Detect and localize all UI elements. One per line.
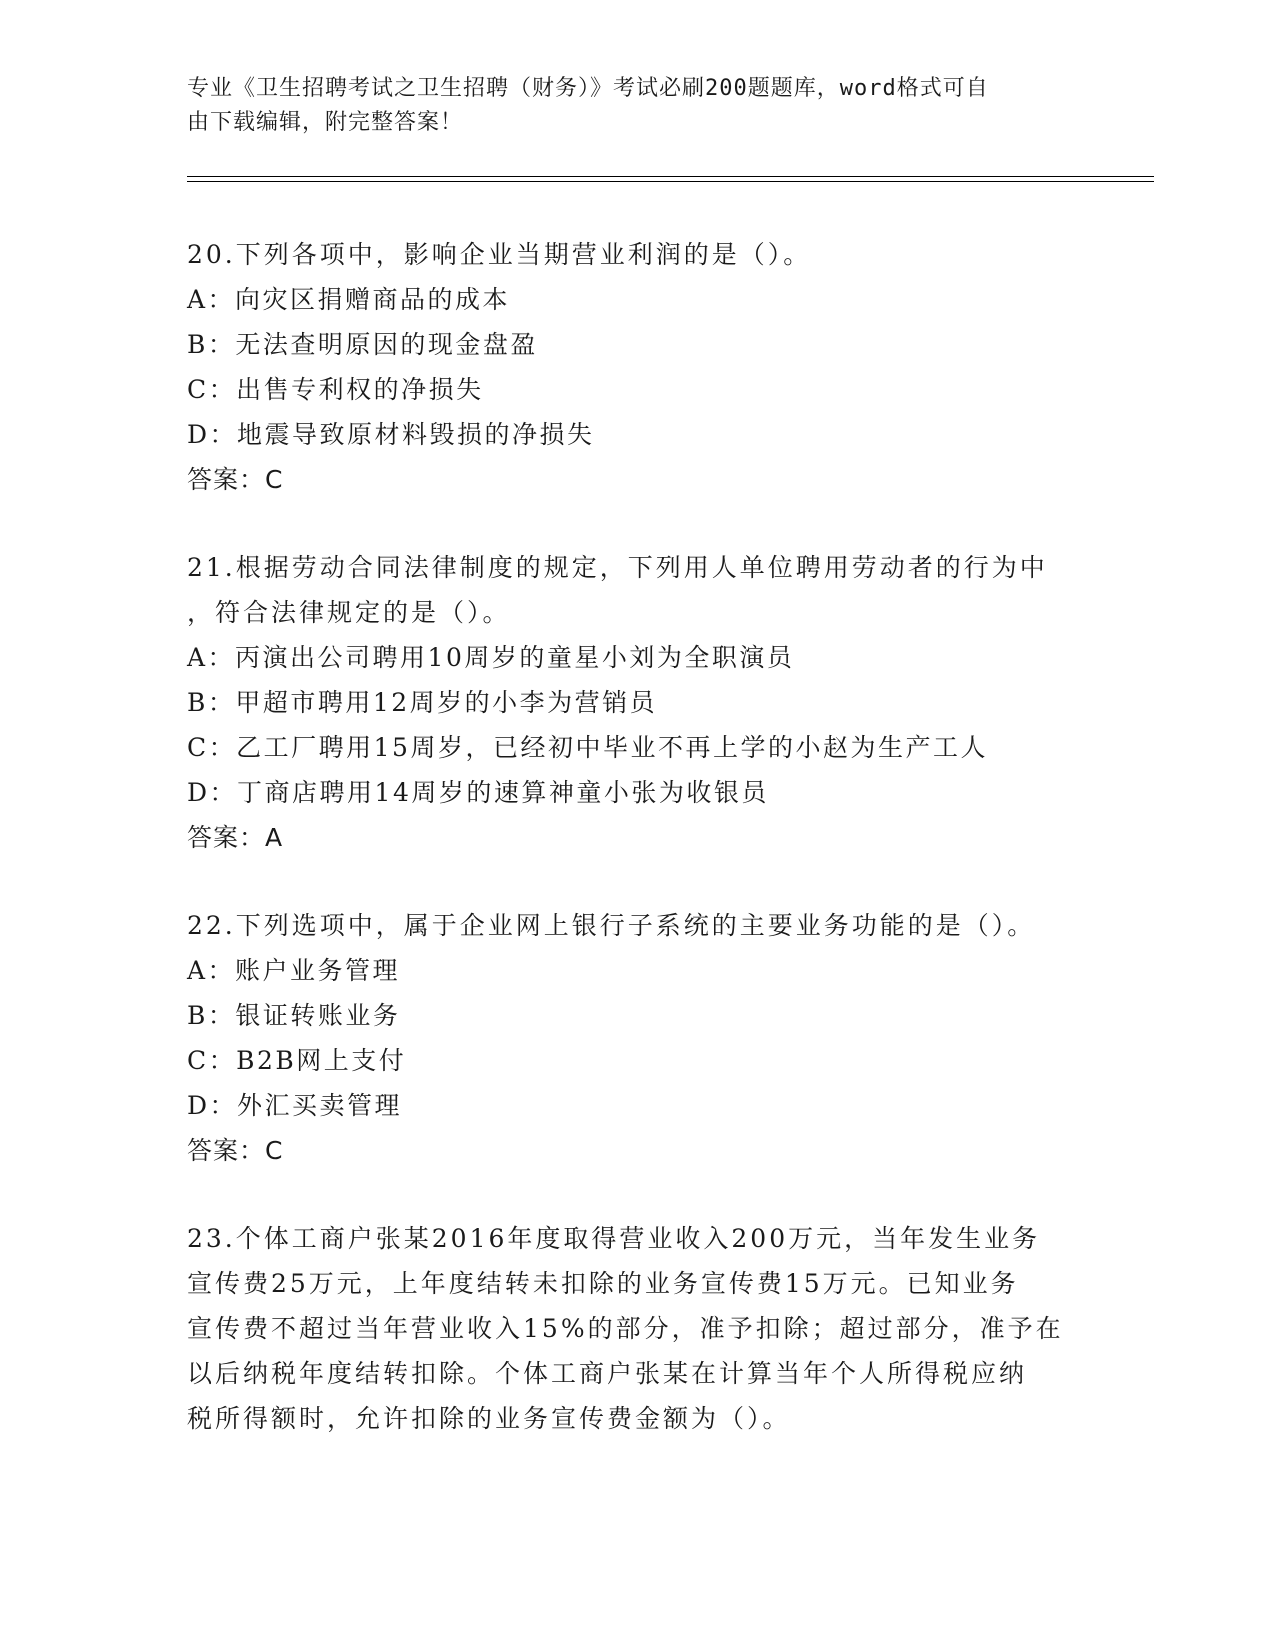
option-d: D：地震导致原材料毁损的净损失 [187,420,595,449]
option-a: A：账户业务管理 [187,956,401,985]
option-b: B：银证转账业务 [187,1001,401,1030]
answer: 答案：C [187,1136,284,1165]
stem-line: 以后纳税年度结转扣除。个体工商户张某在计算当年个人所得税应纳 [187,1359,1028,1388]
document-header [187,72,1087,140]
option-d: D：丁商店聘用14周岁的速算神童小张为收银员 [187,778,769,807]
question-stem [187,232,1087,277]
header-line: 由下载编辑，附完整答案！ [187,110,464,135]
stem-line: 税所得额时，允许扣除的业务宣传费金额为（）。 [187,1404,791,1433]
question-stem [187,545,1087,635]
option-a: A：丙演出公司聘用10周岁的童星小刘为全职演员 [187,643,795,672]
question-23 [187,1216,1087,1441]
header-line: 专业《卫生招聘考试之卫生招聘（财务）》考试必刷200题题库，word格式可自 [187,76,989,101]
stem-line: 23.个体工商户张某2016年度取得营业收入200万元，当年发生业务 [187,1224,1041,1253]
header-divider [187,176,1154,177]
option-b: B：甲超市聘用12周岁的小李为营销员 [187,688,658,717]
stem-line: ，符合法律规定的是（）。 [187,598,511,627]
stem-line: 宣传费不超过当年营业收入15%的部分，准予扣除；超过部分，准予在 [187,1314,1064,1343]
header-divider [187,181,1154,182]
option-c: C：乙工厂聘用15周岁，已经初中毕业不再上学的小赵为生产工人 [187,733,988,762]
option-c: C：B2B网上支付 [187,1046,407,1075]
question-22 [187,903,1087,1173]
question-stem [187,1216,1087,1441]
answer: 答案：C [187,465,284,494]
question-list [187,232,1087,1484]
option-a: A：向灾区捐赠商品的成本 [187,285,511,314]
stem-line: 22.下列选项中，属于企业网上银行子系统的主要业务功能的是（）。 [187,911,1036,940]
stem-line: 20.下列各项中，影响企业当期营业利润的是（）。 [187,240,812,269]
option-b: B：无法查明原因的现金盘盈 [187,330,538,359]
answer: 答案：A [187,823,284,852]
question-20 [187,232,1087,502]
option-c: C：出售专利权的净损失 [187,375,484,404]
option-d: D：外汇买卖管理 [187,1091,403,1120]
stem-line: 宣传费25万元，上年度结转未扣除的业务宣传费15万元。已知业务 [187,1269,1019,1298]
question-stem [187,903,1087,948]
question-21 [187,545,1087,860]
stem-line: 21.根据劳动合同法律制度的规定，下列用人单位聘用劳动者的行为中 [187,553,1048,582]
